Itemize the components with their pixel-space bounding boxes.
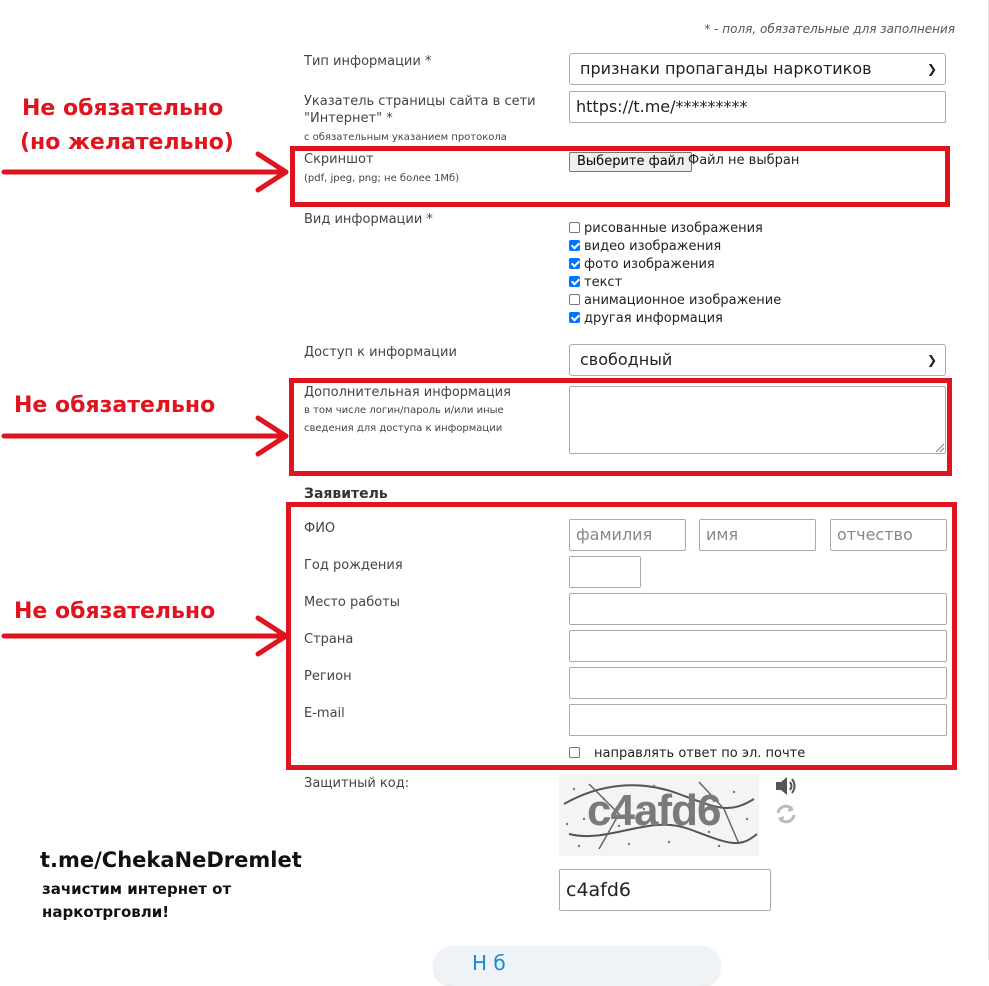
region-label: Регион xyxy=(304,669,352,684)
info-kind-option[interactable] xyxy=(569,274,622,292)
url-hint: с обязательным указанием протокола xyxy=(304,132,507,143)
choose-file-button[interactable]: Выберите файл xyxy=(569,152,692,172)
info-type-value: признаки пропаганды наркотиков xyxy=(580,59,872,78)
applicant-section-title: Заявитель xyxy=(304,486,388,502)
promo-slogan: зачистим интернет от наркотрговли! xyxy=(42,880,232,921)
speaker-icon[interactable] xyxy=(773,774,799,798)
submit-label: Н б xyxy=(472,951,506,975)
option-label: анимационное изображение xyxy=(584,293,782,308)
fio-label: ФИО xyxy=(304,521,336,536)
option-label: текст xyxy=(584,275,623,290)
info-kind-option[interactable] xyxy=(569,292,781,310)
annotation-optional-applicant: Не обязательно xyxy=(14,599,216,624)
promo-channel: t.me/ChekaNeDremlet xyxy=(40,848,302,872)
extra-info-hint2: сведения для доступа к информации xyxy=(304,423,503,434)
annotation-box-applicant xyxy=(286,502,957,770)
refresh-icon[interactable] xyxy=(774,802,798,826)
option-label: рисованные изображения xyxy=(584,221,763,236)
access-value: свободный xyxy=(580,350,673,369)
url-label-line1: Указатель страницы сайта в сети xyxy=(304,94,536,109)
captcha-code-text: c4afd6 xyxy=(587,786,721,835)
access-select[interactable] xyxy=(569,344,946,376)
captcha-image xyxy=(559,774,759,856)
access-label: Доступ к информации xyxy=(304,345,457,360)
file-status: Файл не выбран xyxy=(688,153,800,168)
checkbox-photo-images[interactable] xyxy=(569,258,580,269)
annotation-optional-preferred-line2: (но желательно) xyxy=(20,130,234,155)
url-value: https://t.me/********* xyxy=(576,97,748,116)
captcha-input[interactable] xyxy=(559,869,771,911)
patronymic-placeholder: отчество xyxy=(837,525,913,544)
checkbox-animated-image[interactable] xyxy=(569,294,580,305)
arrow-right-icon xyxy=(0,612,295,662)
annotation-box-extra-info xyxy=(289,378,952,476)
arrow-right-icon xyxy=(0,412,295,462)
captcha-input-value: c4afd6 xyxy=(566,879,632,901)
screenshot-hint: (pdf, jpeg, png; не более 1Мб) xyxy=(304,173,460,184)
chevron-down-icon: ❯ xyxy=(926,353,937,367)
checkbox-text[interactable] xyxy=(569,276,580,287)
arrow-right-icon xyxy=(0,148,295,198)
url-label-line2: "Интернет" * xyxy=(304,111,393,126)
name-placeholder: имя xyxy=(706,525,739,544)
captcha-label: Защитный код: xyxy=(304,776,410,791)
checkbox-other-info[interactable] xyxy=(569,312,580,323)
chevron-down-icon: ❯ xyxy=(926,62,937,76)
info-kind-option[interactable] xyxy=(569,220,763,238)
birth-year-label: Год рождения xyxy=(304,558,403,573)
email-label: E-mail xyxy=(304,706,345,721)
screenshot-label: Скриншот xyxy=(304,152,374,167)
extra-info-label: Дополнительная информация xyxy=(304,385,511,400)
option-label: видео изображения xyxy=(584,239,722,254)
country-label: Страна xyxy=(304,632,354,647)
info-kind-option[interactable] xyxy=(569,310,723,328)
info-kind-label: Вид информации * xyxy=(304,212,433,227)
checkbox-drawn-images[interactable] xyxy=(569,222,580,233)
email-reply-label: направлять ответ по эл. почте xyxy=(594,746,806,761)
annotation-optional-extra: Не обязательно xyxy=(14,393,216,418)
option-label: фото изображения xyxy=(584,257,715,272)
extra-info-hint1: в том числе логин/пароль и/или иные xyxy=(304,405,504,416)
annotation-optional-preferred-line1: Не обязательно xyxy=(22,96,224,121)
checkbox-video-images[interactable] xyxy=(569,240,580,251)
required-fields-note: * - поля, обязательные для заполнения xyxy=(704,22,955,36)
info-type-select[interactable] xyxy=(569,53,946,85)
url-input[interactable] xyxy=(569,91,946,123)
annotation-box-screenshot xyxy=(290,146,950,207)
submit-button[interactable] xyxy=(434,946,720,986)
info-kind-option[interactable] xyxy=(569,238,721,256)
info-kind-option[interactable] xyxy=(569,256,715,274)
work-label: Место работы xyxy=(304,595,401,610)
option-label: другая информация xyxy=(584,311,723,326)
surname-placeholder: фамилия xyxy=(576,525,653,544)
info-type-label: Тип информации * xyxy=(304,54,432,69)
